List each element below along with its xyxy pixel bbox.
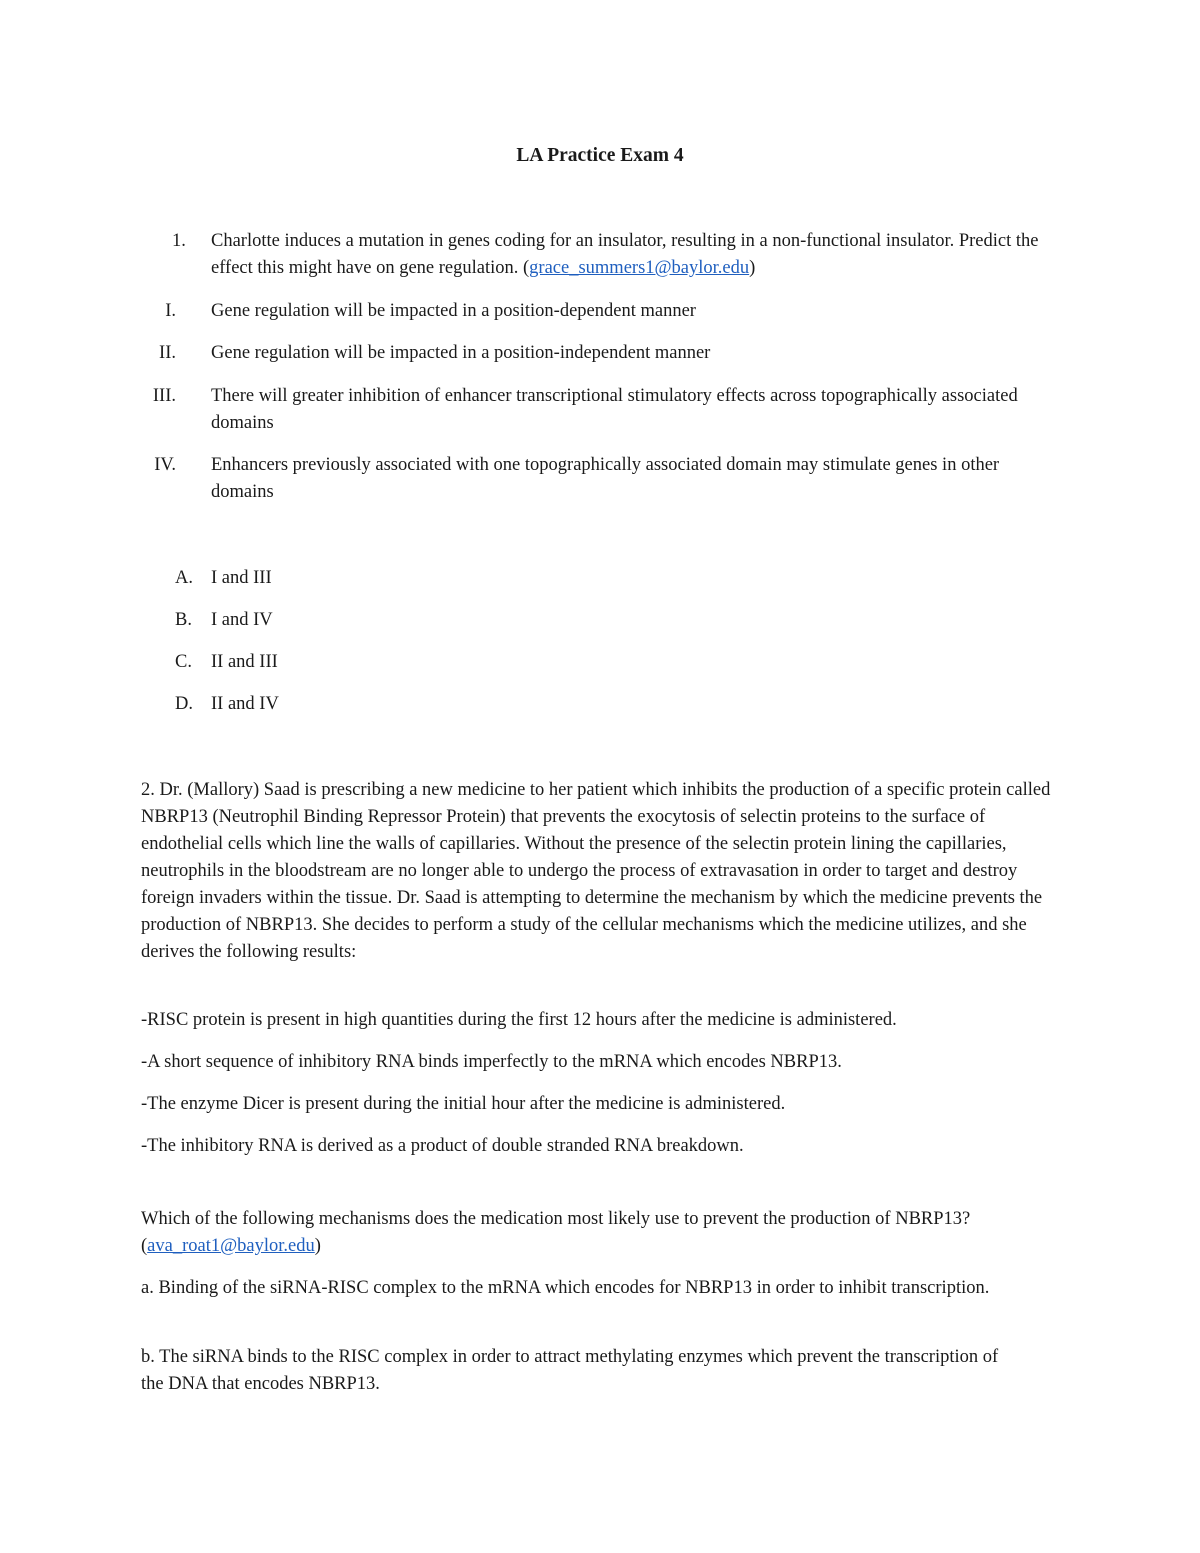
statement-ii-number: II. bbox=[159, 343, 176, 363]
question-1-prompt: Charlotte induces a mutation in genes coding for an insulator, resulting in a non-functional insulator. Predict the effect this might have on gene regulation. ( bbox=[211, 231, 1039, 278]
question-1-prompt-end: ) bbox=[749, 258, 756, 278]
statement-iv-number: IV. bbox=[154, 455, 176, 475]
statement-iii-text: There will greater inhibition of enhancer transcriptional stimulatory effects across topographically associated domains bbox=[211, 386, 1018, 433]
choice-c-letter: C. bbox=[175, 652, 192, 672]
question-2-intro: 2. Dr. (Mallory) Saad is prescribing a new medicine to her patient which inhibits the production of a specific protein called NBRP13 (Neutrophil Binding Repressor Protein) that prevents the exocytosis of selectin proteins to the surface of endothelial cells which line the walls of capillaries. Without the presence of the selectin protein lining the capillaries, neutrophils in the bloodstream are no longer able to undergo the process of extravasation in order to target and destroy foreign invaders within the tissue. Dr. Saad is attempting to determine the mechanism by which the medicine prevents the production of NBRP13. She decides to perform a study of the cellular mechanisms which the medicine utilizes, and she derives the following results: bbox=[141, 780, 1051, 962]
result-item: -The enzyme Dicer is present during the initial hour after the medicine is administered. bbox=[141, 1094, 786, 1114]
statement-iv-text: Enhancers previously associated with one topographically associated domain may stimulate genes in other domains bbox=[211, 455, 1000, 502]
answer-a: a. Binding of the siRNA-RISC complex to the mRNA which encodes for NBRP13 in order to inhibit transcription. bbox=[141, 1278, 990, 1298]
question-2-email-link[interactable]: ava_roat1@baylor.edu bbox=[147, 1236, 315, 1256]
answer-b: b. The siRNA binds to the RISC complex in order to attract methylating enzymes which prevent the transcription of the DNA that encodes NBRP13. bbox=[141, 1347, 999, 1394]
statement-i-number: I. bbox=[165, 301, 176, 321]
statement-iii-number: III. bbox=[152, 386, 176, 406]
result-item: -A short sequence of inhibitory RNA binds imperfectly to the mRNA which encodes NBRP13. bbox=[141, 1052, 842, 1072]
question-1-text bbox=[211, 228, 1061, 282]
choice-b-text: I and IV bbox=[211, 610, 273, 630]
question-1-email-link[interactable]: grace_summers1@baylor.edu bbox=[529, 258, 750, 278]
choice-c-text: II and III bbox=[211, 652, 278, 672]
choice-d-letter: D. bbox=[175, 694, 193, 714]
page-title: LA Practice Exam 4 bbox=[516, 145, 684, 166]
question-2-prompt bbox=[141, 1206, 1061, 1260]
statement-i-text: Gene regulation will be impacted in a position-dependent manner bbox=[211, 301, 696, 321]
question-1-number: 1. bbox=[172, 231, 186, 251]
choice-a-letter: A. bbox=[175, 568, 193, 588]
choice-b-letter: B. bbox=[175, 610, 192, 630]
statement-ii-text: Gene regulation will be impacted in a position-independent manner bbox=[211, 343, 711, 363]
choice-a-text: I and III bbox=[211, 568, 272, 588]
result-item: -The inhibitory RNA is derived as a product of double stranded RNA breakdown. bbox=[141, 1136, 744, 1156]
question-2-prompt-end: ) bbox=[314, 1236, 321, 1256]
result-item: -RISC protein is present in high quantities during the first 12 hours after the medicine is administered. bbox=[141, 1010, 897, 1030]
choice-d-text: II and IV bbox=[211, 694, 279, 714]
question-2-prompt-text: Which of the following mechanisms does the medication most likely use to prevent the production of NBRP13? ( bbox=[141, 1209, 971, 1256]
